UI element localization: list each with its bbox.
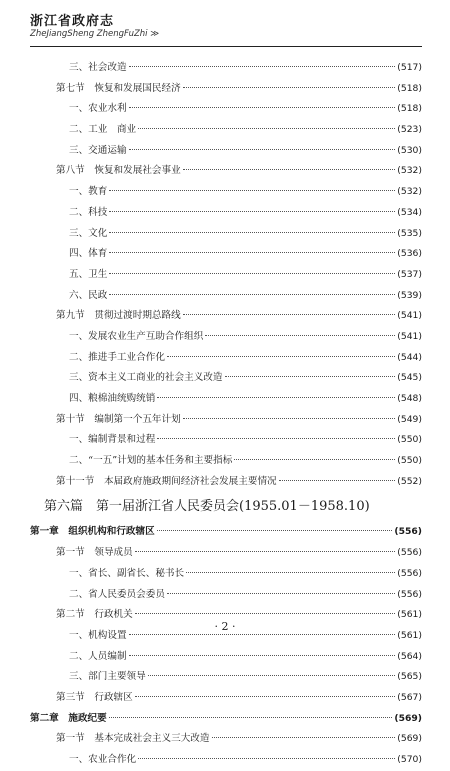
dot-leader — [129, 107, 396, 108]
toc-entry-page: (561) — [397, 629, 422, 641]
dot-leader — [183, 169, 396, 170]
toc-entry-label: 一、教育 — [69, 186, 108, 198]
toc-entry-page: (541) — [397, 330, 422, 342]
toc-item-entry — [30, 451, 422, 472]
toc-entry-page: (565) — [397, 671, 422, 683]
dot-leader — [234, 459, 395, 460]
dot-leader — [138, 758, 395, 759]
toc-entry-page: (561) — [397, 609, 422, 621]
toc-item-entry — [30, 327, 422, 348]
toc-entry-label: 三、部门主要领导 — [69, 671, 146, 683]
toc-item-entry — [30, 265, 422, 286]
toc-item-entry — [30, 368, 422, 389]
toc-entry-page: (556) — [397, 547, 422, 559]
toc-item-entry — [30, 120, 422, 141]
dot-leader — [205, 335, 395, 336]
toc-entry-page: (569) — [397, 733, 422, 745]
toc-entry-label: 二、“一五”计划的基本任务和主要指标 — [69, 455, 233, 467]
toc-entry-page: (539) — [397, 289, 422, 301]
book-title-pinyin: ZheJiangSheng ZhengFuZhi ≫ — [30, 29, 160, 39]
toc-entry-page: (569) — [394, 712, 422, 724]
toc-entry-label: 二、工业 商业 — [69, 124, 137, 136]
dot-leader — [186, 572, 395, 573]
dot-leader — [109, 273, 395, 274]
toc-entry-page: (532) — [397, 165, 422, 177]
dot-leader — [279, 480, 396, 481]
toc-entry-page: (570) — [397, 754, 422, 765]
toc-section-part6 — [30, 522, 422, 770]
toc-item-entry — [30, 750, 422, 771]
toc-entry-page: (534) — [397, 206, 422, 218]
toc-entry-label: 一、机构设置 — [69, 629, 127, 641]
toc-entry-page: (518) — [397, 103, 422, 115]
toc-entry-page: (564) — [397, 650, 422, 662]
toc-entry-label: 第一章 组织机构和行政辖区 — [30, 526, 155, 538]
dot-leader — [135, 551, 396, 552]
toc-entry-label: 第十一节 本届政府施政期间经济社会发展主要情况 — [56, 475, 277, 487]
toc-entry-label: 六、民政 — [69, 289, 108, 301]
dot-leader — [138, 128, 395, 129]
dot-leader — [109, 717, 393, 718]
dot-leader — [225, 376, 396, 377]
toc-entry-label: 三、文化 — [69, 227, 108, 239]
toc-section-entry — [30, 306, 422, 327]
dot-leader — [129, 634, 396, 635]
dot-leader — [183, 87, 396, 88]
dot-leader — [109, 232, 395, 233]
toc-entry-label: 三、资本主义工商业的社会主义改造 — [69, 372, 223, 384]
toc-section-entry — [30, 688, 422, 709]
dot-leader — [109, 190, 395, 191]
toc-item-entry — [30, 203, 422, 224]
toc-entry-page: (536) — [397, 248, 422, 260]
dot-leader — [167, 593, 395, 594]
dot-leader — [129, 149, 396, 150]
toc-entry-label: 第三节 行政辖区 — [56, 691, 133, 703]
toc-item-entry — [30, 244, 422, 265]
header-divider — [30, 46, 422, 47]
dot-leader — [183, 418, 396, 419]
toc-item-entry — [30, 430, 422, 451]
toc-item-entry — [30, 58, 422, 79]
toc-item-entry — [30, 348, 422, 369]
toc-item-entry — [30, 667, 422, 688]
table-of-contents — [30, 58, 422, 771]
page-number: · 2 · — [214, 620, 236, 633]
toc-entry-page: (550) — [397, 434, 422, 446]
dot-leader — [148, 675, 396, 676]
toc-section-entry — [30, 729, 422, 750]
toc-entry-page: (537) — [397, 268, 422, 280]
toc-section-entry — [30, 161, 422, 182]
toc-chapter-entry — [30, 522, 422, 543]
toc-section-entry — [30, 472, 422, 493]
toc-entry-page: (545) — [397, 372, 422, 384]
dot-leader — [212, 737, 396, 738]
toc-entry-page: (544) — [397, 351, 422, 363]
toc-entry-page: (518) — [397, 82, 422, 94]
toc-section-part5 — [30, 58, 422, 492]
toc-entry-label: 一、省长、副省长、秘书长 — [69, 567, 185, 579]
toc-item-entry — [30, 182, 422, 203]
toc-entry-label: 二、推进手工业合作化 — [69, 351, 165, 363]
toc-entry-label: 一、农业合作化 — [69, 754, 137, 765]
toc-entry-label: 第二章 施政纪要 — [30, 712, 107, 724]
dot-leader — [157, 397, 395, 398]
toc-entry-label: 第七节 恢复和发展国民经济 — [56, 82, 181, 94]
book-title: 浙江省政府志 — [30, 14, 115, 29]
toc-section-entry — [30, 410, 422, 431]
toc-item-entry — [30, 224, 422, 245]
part-title: 第六篇 第一届浙江省人民委员会(1955.01－1958.10) — [44, 499, 370, 515]
toc-item-entry — [30, 286, 422, 307]
toc-entry-label: 四、粮棉油统购统销 — [69, 393, 156, 404]
toc-entry-page: (552) — [397, 475, 422, 487]
dot-leader — [183, 314, 396, 315]
toc-entry-label: 一、发展农业生产互助合作组织 — [69, 330, 204, 342]
toc-entry-label: 第二节 行政机关 — [56, 609, 133, 621]
dot-leader — [167, 356, 395, 357]
toc-entry-page: (550) — [397, 455, 422, 467]
toc-entry-page: (517) — [397, 62, 422, 73]
toc-entry-page: (530) — [397, 144, 422, 156]
dot-leader — [109, 294, 395, 295]
toc-entry-label: 第九节 贯彻过渡时期总路线 — [56, 310, 181, 322]
toc-entry-page: (549) — [397, 413, 422, 425]
toc-item-entry — [30, 585, 422, 606]
toc-item-entry — [30, 99, 422, 120]
dot-leader — [109, 252, 395, 253]
toc-entry-page: (556) — [394, 526, 422, 538]
toc-entry-label: 第一节 领导成员 — [56, 547, 133, 559]
toc-entry-page: (556) — [397, 567, 422, 579]
toc-section-entry — [30, 543, 422, 564]
toc-section-entry — [30, 79, 422, 100]
toc-entry-page: (567) — [397, 691, 422, 703]
running-header — [30, 14, 159, 40]
dot-leader — [135, 613, 396, 614]
toc-item-entry — [30, 389, 422, 410]
toc-entry-page: (535) — [397, 227, 422, 239]
toc-entry-label: 二、科技 — [69, 206, 108, 218]
toc-entry-page: (548) — [397, 393, 422, 404]
toc-entry-label: 四、体育 — [69, 248, 108, 260]
toc-entry-label: 五、卫生 — [69, 268, 108, 280]
dot-leader — [109, 211, 395, 212]
toc-entry-page: (523) — [397, 124, 422, 136]
toc-entry-label: 二、省人民委员会委员 — [69, 588, 165, 600]
toc-entry-page: (532) — [397, 186, 422, 198]
toc-entry-page: (556) — [397, 588, 422, 600]
toc-item-entry — [30, 141, 422, 162]
toc-entry-page: (541) — [397, 310, 422, 322]
toc-entry-label: 三、社会改造 — [69, 62, 127, 73]
dot-leader — [129, 66, 396, 67]
toc-entry-label: 第一节 基本完成社会主义三大改造 — [56, 733, 210, 745]
toc-entry-label: 第十节 编制第一个五年计划 — [56, 413, 181, 425]
dot-leader — [157, 438, 395, 439]
dot-leader — [135, 696, 396, 697]
toc-entry-label: 第八节 恢复和发展社会事业 — [56, 165, 181, 177]
dot-leader — [129, 655, 396, 656]
toc-item-entry — [30, 647, 422, 668]
toc-entry-label: 一、农业水利 — [69, 103, 127, 115]
toc-item-entry — [30, 564, 422, 585]
toc-chapter-entry — [30, 709, 422, 730]
toc-entry-label: 二、人员编制 — [69, 650, 127, 662]
toc-entry-label: 一、编制背景和过程 — [69, 434, 156, 446]
toc-entry-label: 三、交通运输 — [69, 144, 127, 156]
dot-leader — [157, 530, 393, 531]
